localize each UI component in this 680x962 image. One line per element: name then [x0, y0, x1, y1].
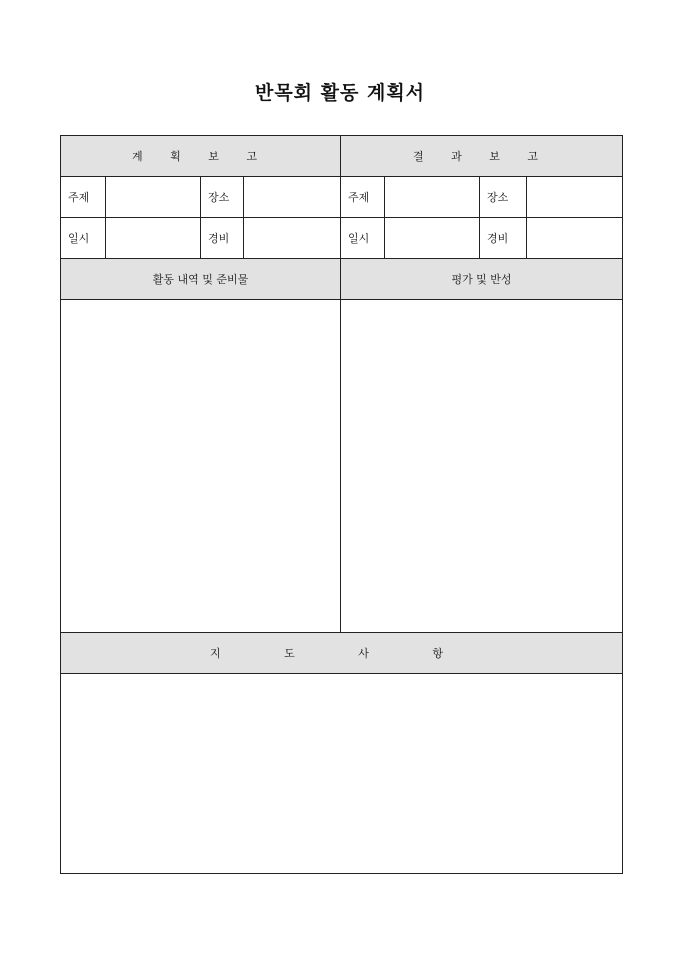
plan-place-label: 장소 [201, 177, 244, 218]
subject-place-row [61, 177, 623, 218]
plan-date-field[interactable] [106, 218, 201, 259]
document-title: 반목회 활동 계획서 [254, 82, 426, 104]
evaluation-area[interactable] [341, 300, 623, 633]
plan-cost-label: 경비 [201, 218, 244, 259]
evaluation-header: 평가 및 반성 [341, 259, 623, 300]
plan-subject-field[interactable] [106, 177, 201, 218]
result-date-label: 일시 [341, 218, 385, 259]
result-cost-field[interactable] [527, 218, 623, 259]
guidance-header-row [61, 633, 623, 674]
plan-report-header: 계 획 보 고 [61, 136, 341, 177]
result-date-field[interactable] [385, 218, 480, 259]
result-subject-label: 주제 [341, 177, 385, 218]
result-place-label: 장소 [480, 177, 527, 218]
date-cost-row [61, 218, 623, 259]
activity-details-area[interactable] [61, 300, 341, 633]
section-header-row [61, 259, 623, 300]
plan-date-label: 일시 [61, 218, 106, 259]
plan-place-field[interactable] [244, 177, 341, 218]
section-body-row [61, 300, 623, 633]
activity-plan-form [60, 135, 623, 874]
report-header-row [61, 136, 623, 177]
activity-details-header: 활동 내역 및 준비물 [61, 259, 341, 300]
result-place-field[interactable] [527, 177, 623, 218]
guidance-area[interactable] [61, 674, 623, 874]
plan-subject-label: 주제 [61, 177, 106, 218]
result-cost-label: 경비 [480, 218, 527, 259]
plan-cost-field[interactable] [244, 218, 341, 259]
result-subject-field[interactable] [385, 177, 480, 218]
result-report-header: 결 과 보 고 [341, 136, 623, 177]
guidance-header: 지 도 사 항 [61, 633, 623, 674]
guidance-body-row [61, 674, 623, 874]
